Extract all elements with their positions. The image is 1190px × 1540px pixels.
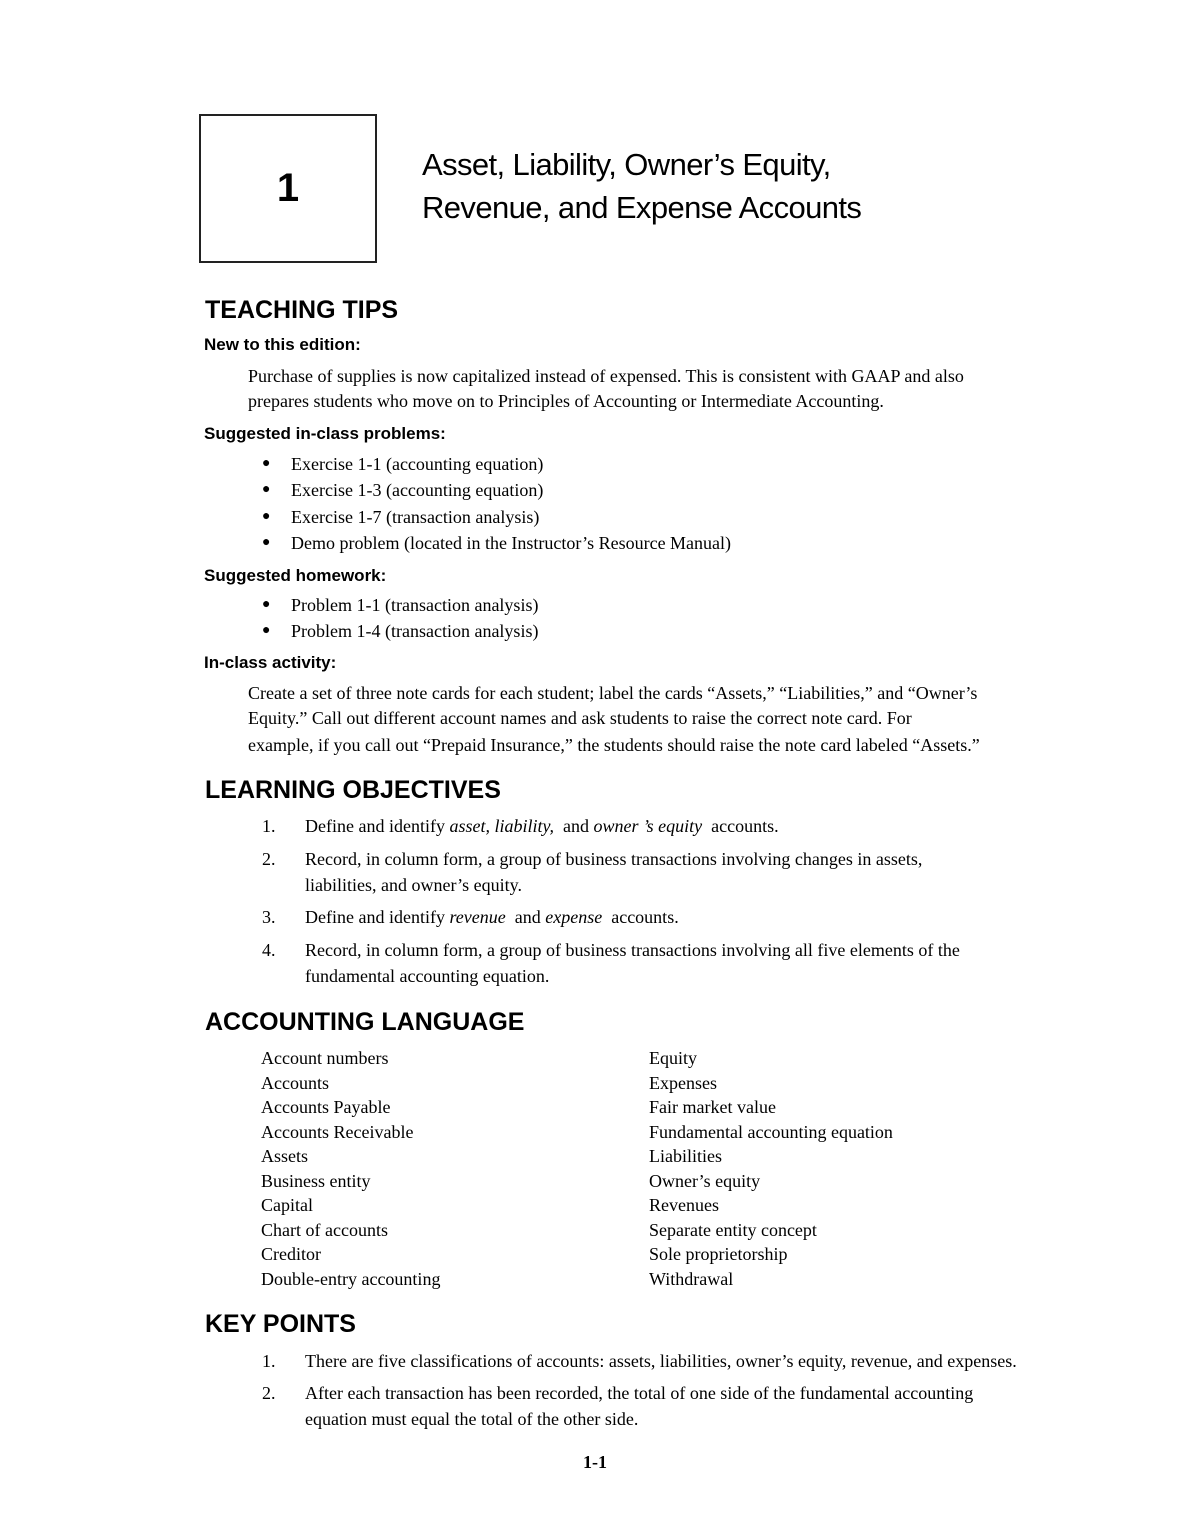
objective-text [305,965,549,987]
new-edition-label: New to this edition: [204,335,361,354]
objective-text [305,906,679,928]
objective-term: asset, liability, [449,816,554,836]
teaching-tips-heading: TEACHING TIPS [205,296,399,324]
activity-text: Equity.” Call out different account names and ask students to raise the correct note card. For [248,708,912,728]
objective-text [305,939,960,961]
objective-text [305,874,522,896]
term: Assets [261,1146,309,1166]
term: Revenues [649,1195,719,1215]
objective-text-segment: Record, in column form, a group of business transactions involving changes in assets, [305,849,923,869]
in-class-problems-label: Suggested in-class problems: [204,424,446,443]
term: Creditor [261,1244,321,1264]
objective-text-segment: Record, in column form, a group of business transactions involving all five elements of the [305,940,960,960]
key-point-number: 2. [262,1383,276,1403]
objective-text-segment: and [553,816,594,836]
list-item: Exercise 1-7 (transaction analysis) [291,507,540,527]
term: Accounts Receivable [261,1121,414,1142]
objective-number: 2. [262,849,276,869]
chapter-number: 1 [276,166,300,210]
bullet-icon: ● [262,509,271,524]
objective-term: expense [545,907,603,927]
objective-term: revenue [449,907,506,927]
term: Business entity [261,1170,371,1191]
term: Sole proprietorship [649,1244,788,1264]
objective-text-segment: and [505,907,546,927]
bullet-icon: ● [262,456,271,471]
term: Fundamental accounting equation [649,1121,893,1142]
objective-text-segment: liabilities, and owner’s equity. [305,875,522,895]
chapter-number-box [199,114,377,263]
key-point-text: There are five classifications of accounts: assets, liabilities, owner’s equity, revenue, and expenses. [305,1351,1017,1371]
list-item: Exercise 1-1 (accounting equation) [291,454,544,474]
bullet-icon: ● [262,482,271,497]
activity-text: Create a set of three note cards for each student; label the cards “Assets,” “Liabilities,” and “Owner’s [248,683,978,703]
new-edition-text: Purchase of supplies is now capitalized instead of expensed. This is consistent with GAAP and also [248,366,964,386]
term: Chart of accounts [261,1219,388,1240]
homework-label: Suggested homework: [204,566,387,585]
term: Withdrawal [649,1268,734,1289]
term: Liabilities [649,1146,722,1166]
term: Separate entity concept [649,1219,817,1240]
list-item: Exercise 1-3 (accounting equation) [291,480,544,500]
objective-text-segment: accounts. [702,816,779,836]
bullet-icon: ● [262,623,271,638]
objective-text-segment: Define and identify [305,907,450,927]
list-item: Demo problem (located in the Instructor’s Resource Manual) [291,533,732,553]
term: Capital [261,1195,313,1215]
new-edition-text: prepares students who move on to Principles of Accounting or Intermediate Accounting. [248,391,884,411]
page-number: 1-1 [583,1452,607,1472]
bullet-icon: ● [262,597,271,612]
objective-text [305,815,779,837]
chapter-title-line-2: Revenue, and Expense Accounts [422,190,862,225]
key-point-number: 1. [262,1351,276,1371]
term: Equity [649,1048,697,1068]
term: Fair market value [649,1097,776,1117]
key-points-heading: KEY POINTS [205,1310,356,1338]
learning-objectives-heading: LEARNING OBJECTIVES [205,776,501,804]
bullet-icon: ● [262,535,271,550]
term: Double-entry accounting [261,1268,441,1289]
list-item: Problem 1-4 (transaction analysis) [291,621,539,641]
accounting-language-heading: ACCOUNTING LANGUAGE [205,1008,525,1036]
objective-number: 4. [262,940,276,960]
term: Accounts Payable [261,1097,391,1117]
chapter-title-line-1: Asset, Liability, Owner’s Equity, [422,147,831,182]
objective-text-segment: Define and identify [305,816,450,836]
objective-text-segment: accounts. [602,907,679,927]
term: Owner’s equity [649,1170,761,1191]
objective-text [305,848,922,870]
term: Expenses [649,1072,717,1093]
list-item: Problem 1-1 (transaction analysis) [291,595,539,615]
term: Accounts [261,1072,329,1093]
key-point-text: After each transaction has been recorded, the total of one side of the fundamental accounting [305,1383,974,1403]
term: Account numbers [261,1048,389,1068]
objective-number: 1. [262,816,276,836]
activity-text: example, if you call out “Prepaid Insurance,” the students should raise the note card labeled “Assets.” [248,735,980,755]
objective-text-segment: fundamental accounting equation. [305,966,550,986]
objective-number: 3. [262,907,276,927]
objective-term: owner ’s equity [593,816,703,836]
activity-label: In-class activity: [204,653,337,672]
key-point-text: equation must equal the total of the other side. [305,1409,639,1429]
